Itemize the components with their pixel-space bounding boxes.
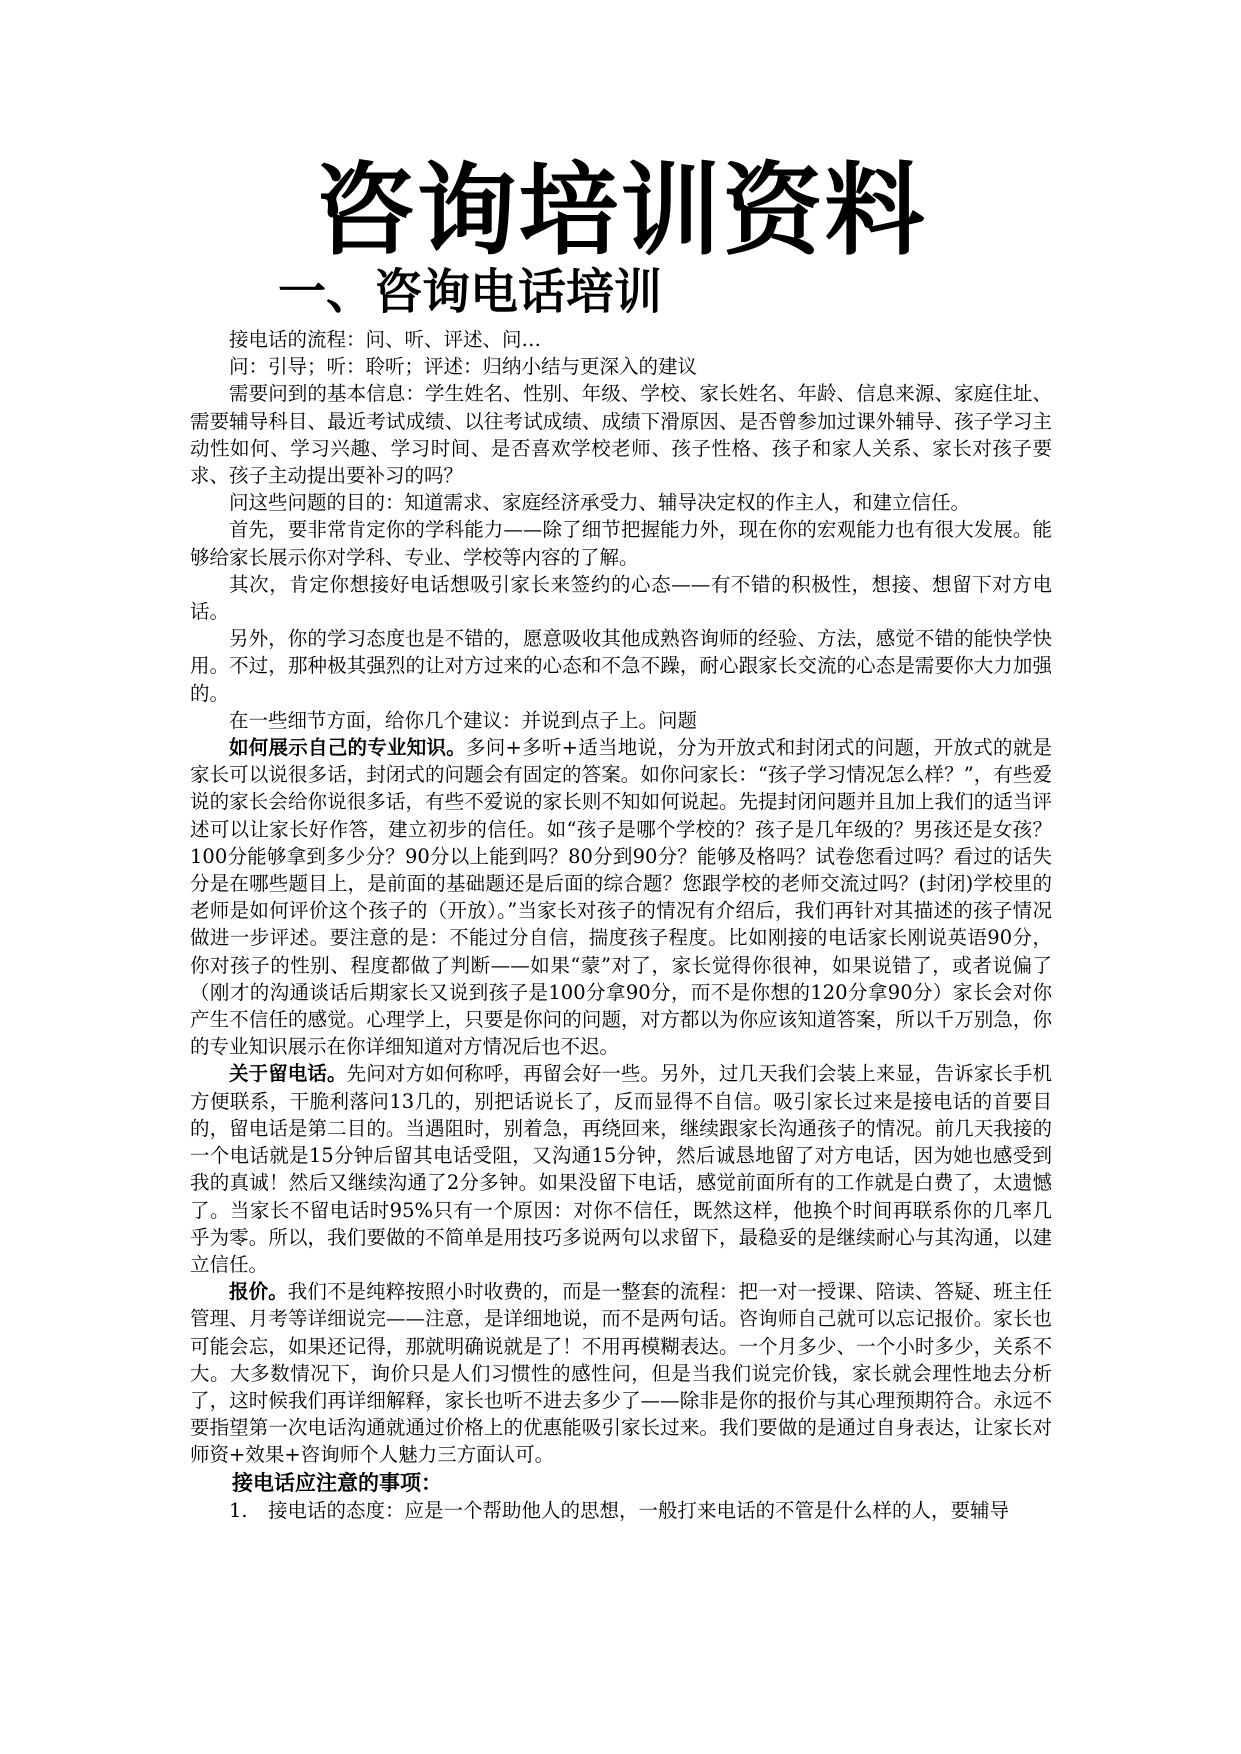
list-number: 1. — [229, 1498, 248, 1522]
paragraph: 其次，肯定你想接好电话想吸引家长来签约的心态——有不错的积极性，想接、想留下对方电话。 — [190, 572, 1052, 624]
paragraph: 另外，你的学习态度也是不错的，愿意吸收其他成熟咨询师的经验、方法，感觉不错的能快学快用。不过，那种极其强烈的让对方过来的心态和不急不躁，耐心跟家长交流的心态是需要你大力加强的。 — [190, 627, 1052, 705]
paragraph-text: 先问对方如何称呼，再留会好一些。另外，过几天我们会装上来显，告诉家长手机方便联系，干脆利落问13几的，别把话说长了，反而显得不自信。吸引家长过来是接电话的首要目的，留电话是第二目的。当遇阻时，别着急，再绕回来，继续跟家长沟通孩子的情况。前几天我接的一个电话就是15分钟后留其电话受阻，又沟通15分钟，然后诚恳地留了对方电话，因为她也感受到我的真诚！然后又继续沟通了2分多钟。如果没留下电话，感觉前面所有的工作就是白费了，太遗憾了。当家长不留电话时95%只有一个原因：对你不信任，既然这样，他换个时间再联系你的几率几乎为零。所以，我们要做的不简单是用技巧多说两句以求留下，最稳妥的是继续耐心与其沟通，以建立信任。 — [190, 1062, 1052, 1276]
keep-phone-paragraph — [190, 1060, 1052, 1278]
document-title: 咨询培训资料 — [314, 151, 927, 269]
paragraph-text: 我们不是纯粹按照小时收费的，而是一整套的流程：把一对一授课、陪读、答疑、班主任管理、月考等详细说完——注意，是详细地说，而不是两句话。咨询师自己就可以忘记报价。家长也可能会忘，如果还记得，那就明确说就是了！不用再模糊表达。一个月多少、一个小时多少，关系不大。大多数情况下，询价只是人们习惯性的感性问，但是当我们说完价钱，家长就会理性地去分析了，这时候我们再详细解释，家长也听不进去多少了——除非是你的报价与其心理预期符合。永远不要指望第一次电话沟通就通过价格上的优惠能吸引家长过来。我们要做的是通过自身表达，让家长对师资+效果+咨询师个人魅力三方面认可。 — [190, 1280, 1052, 1467]
professional-knowledge-paragraph — [190, 734, 1052, 1060]
paragraph-heading: 关于留电话。 — [229, 1062, 347, 1086]
paragraph: 在一些细节方面，给你几个建议：并说到点子上。问题 — [229, 708, 698, 732]
list-item — [190, 1497, 1052, 1524]
notes-heading: 接电话应注意的事项： — [232, 1469, 442, 1495]
paragraph-text: 多问+多听+适当地说，分为开放式和封闭式的问题，开放式的就是家长可以说很多话，封闭式的问题会有固定的答案。如你问家长：“孩子学习情况怎么样？”，有些爱说的家长会给你说很多话，有些不爱说的家长则不知如何说起。先提封闭问题并且加上我们的适当评述可以让家长好作答，建立初步的信任。如“孩子是哪个学校的？孩子是几年级的？男孩还是女孩？100分能够拿到多少分？90分以上能到吗？80分到90分？能够及格吗？试卷您看过吗？看过的话失分是在哪些题目上，是前面的基础题还是后面的综合题？您跟学校的老师交流过吗？(封闭)学校里的老师是如何评价这个孩子的（开放）。”当家长对孩子的情况有介绍后，我们再针对其描述的孩子情况做进一步评述。要注意的是：不能过分自信，揣度孩子程度。比如刚接的电话家长刚说英语90分，你对孩子的性别、程度都做了判断——如果“蒙”对了，家长觉得你很神，如果说错了，或者说偏了（刚才的沟通谈话后期家长又说到孩子是100分拿90分，而不是你想的120分拿90分）家长会对你产生不信任的感觉。心理学上，只要是你问的问题，对方都以为你应该知道答案，所以千万别急，你的专业知识展示在你详细知道对方情况后也不迟。 — [190, 736, 1052, 1059]
paragraph-heading: 如何展示自己的专业知识。 — [229, 736, 467, 760]
paragraph: 问：引导；听：聆听；评述：归纳小结与更深入的建议 — [229, 355, 698, 379]
paragraph: 接电话的流程：问、听、评述、问… — [229, 328, 542, 351]
section-title: 一、咨询电话培训 — [278, 264, 663, 320]
list-text: 接电话的态度：应是一个帮助他人的思想，一般打来电话的不管是什么样的人，要辅导 — [268, 1498, 1010, 1522]
paragraph: 问这些问题的目的：知道需求、家庭经济承受力、辅导决定权的作主人，和建立信任。 — [229, 491, 971, 515]
document-body — [190, 326, 1052, 1524]
pricing-paragraph — [190, 1278, 1052, 1468]
paragraph: 需要问到的基本信息：学生姓名、性别、年级、学校、家长姓名、年龄、信息来源、家庭住址、需要辅导科目、最近考试成绩、以往考试成绩、成绩下滑原因、是否曾参加过课外辅导、孩子学习主动性如何、学习兴趣、学习时间、是否喜欢学校老师、孩子性格、孩子和家人关系、家长对孩子要求、孩子主动提出要补习的吗？ — [190, 382, 1052, 488]
paragraph-heading: 报价。 — [229, 1280, 288, 1304]
paragraph: 首先，要非常肯定你的学科能力——除了细节把握能力外，现在你的宏观能力也有很大发展。能够给家长展示你对学科、专业、学校等内容的了解。 — [190, 518, 1052, 569]
